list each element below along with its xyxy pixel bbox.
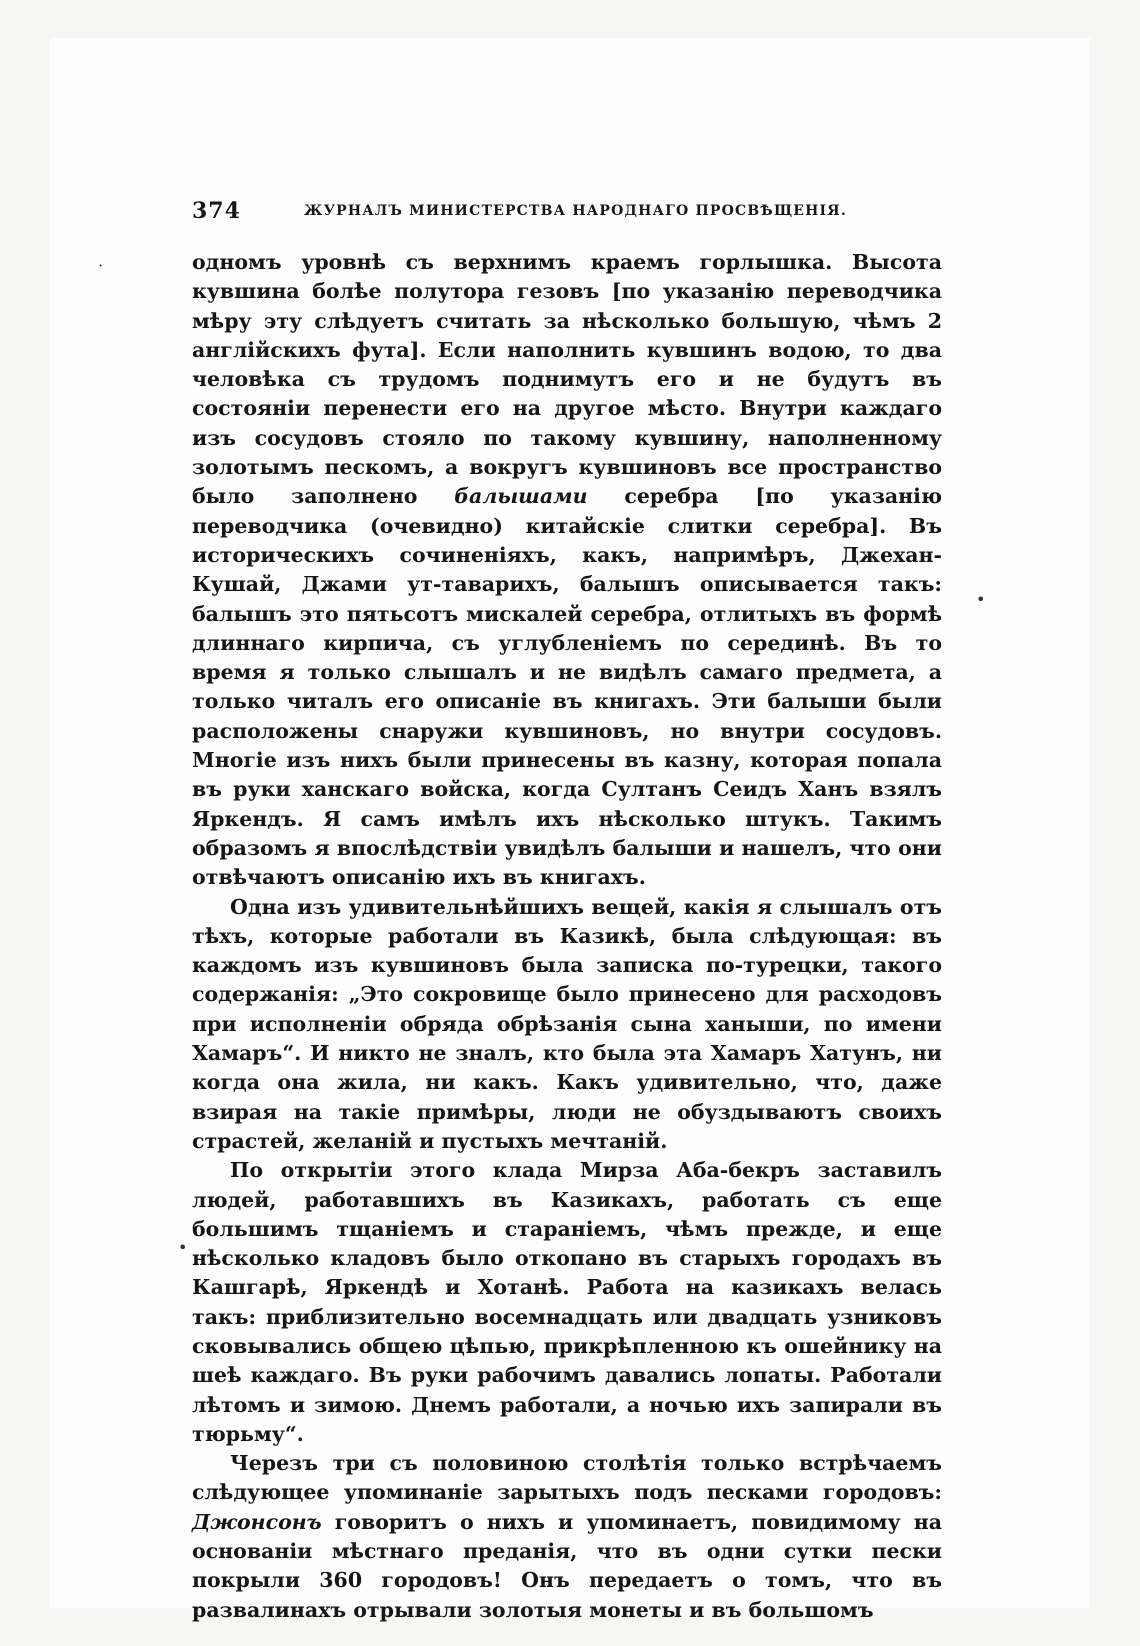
paragraph-4-italic-name: Джонсонъ [192, 1509, 322, 1534]
paragraph-2: Одна изъ удивительнѣйшихъ вещей, какія я слышалъ отъ тѣхъ, которые работали въ Казикѣ, была слѣдующая: въ каждомъ изъ кувшиновъ была записка по-турецки, такого содержанія: „Это сокровище было принесено для расходовъ при исполненіи обряда обрѣзанія сына ханыши, по имени Хамаръ“. И никто не зналъ, кто была эта Хамаръ Хатунъ, ни когда она жила, ни какъ. Какъ удивительно, что, даже взирая на такіе примѣры, люди не обуздываютъ своихъ страстей, желаній и пустыхъ мечтаній. [192, 894, 942, 1153]
page-header [192, 198, 942, 228]
margin-dot-mark: • [178, 1238, 188, 1257]
paragraph-1 [192, 248, 942, 893]
page-number: 374 [192, 198, 241, 224]
paragraph-4 [192, 1449, 942, 1625]
paragraph-1-text-a: одномъ уровнѣ съ верхнимъ краемъ горлышка. Высота кувшина болѣе полутора гезовъ [по указанію переводчика мѣру эту слѣдуетъ считать за нѣсколько большую, чѣмъ 2 англійскихъ фута]. Если наполнить кувшинъ водою, то два человѣка съ трудомъ поднимутъ его и не будутъ въ состояніи перенести его на другое мѣсто. Внутри каждаго изъ сосудовъ стояло по такому кувшину, наполненному золотымъ пескомъ, а вокругъ кувшиновъ все пространство было заполнено [192, 250, 942, 509]
paragraph-4-text-b: говоритъ о нихъ и упоминаетъ, повидимому на основаніи мѣстнаго преданія, что въ одни сутки пески покрыли 360 городовъ! Онъ передаетъ о томъ, что въ развалинахъ отрывали золотыя монеты и въ большомъ [192, 1509, 942, 1622]
paragraph-3: По открытіи этого клада Мирза Аба-бекръ заставилъ людей, работавшихъ въ Казикахъ, работать съ еще большимъ тщаніемъ и стараніемъ, чѣмъ прежде, и еще нѣсколько кладовъ было откопано въ старыхъ городахъ въ Кашгарѣ, Яркендѣ и Хотанѣ. Работа на казикахъ велась такъ: приблизительно восемнадцать или двадцать узниковъ сковывались общею цѣпью, прикрѣпленною къ ошейнику на шеѣ каждаго. Въ руки рабочимъ давались лопаты. Работали лѣтомъ и зимою. Днемъ работали, а ночью ихъ запирали въ тюрьму“. [192, 1158, 942, 1446]
running-title: ЖУРНАЛЪ МИНИСТЕРСТВА НАРОДНАГО ПРОСВѢЩЕНІЯ. [304, 203, 847, 219]
body-text [192, 248, 942, 1625]
margin-speck: · [98, 256, 104, 275]
paragraph-4-text-a: Черезъ три съ половиною столѣтія только встрѣчаемъ слѣдующее упоминаніе зарытыхъ подъ песками городовъ: [192, 1451, 942, 1505]
paragraph-1-italic-term: балышами [454, 484, 588, 509]
paragraph-1-text-b: серебра [по указанію переводчика (очевидно) китайскіе слитки серебра]. Въ историческихъ сочиненіяхъ, какъ, напримѣръ, Джехан-Кушай, Джами ут-таварихъ, балышъ описывается такъ: балышъ это пятьсотъ мискалей серебра, отлитыхъ въ формѣ длиннаго кирпича, съ углубленіемъ по серединѣ. Въ то время я только слышалъ и не видѣлъ самаго предмета, а только читалъ его описаніе въ книгахъ. Эти балыши были расположены снаружи кувшиновъ, но внутри сосудовъ. Многіе изъ нихъ были принесены въ казну, которая попала въ руки ханскаго войска, когда Султанъ Сеидъ Ханъ взялъ Яркендъ. Я самъ имѣлъ ихъ нѣсколько штукъ. Такимъ образомъ я впослѣдствіи увидѣлъ балыши и нашелъ, что они отвѣчаютъ описанію ихъ въ книгахъ. [192, 484, 942, 890]
margin-bullet-mark: • [976, 590, 986, 609]
